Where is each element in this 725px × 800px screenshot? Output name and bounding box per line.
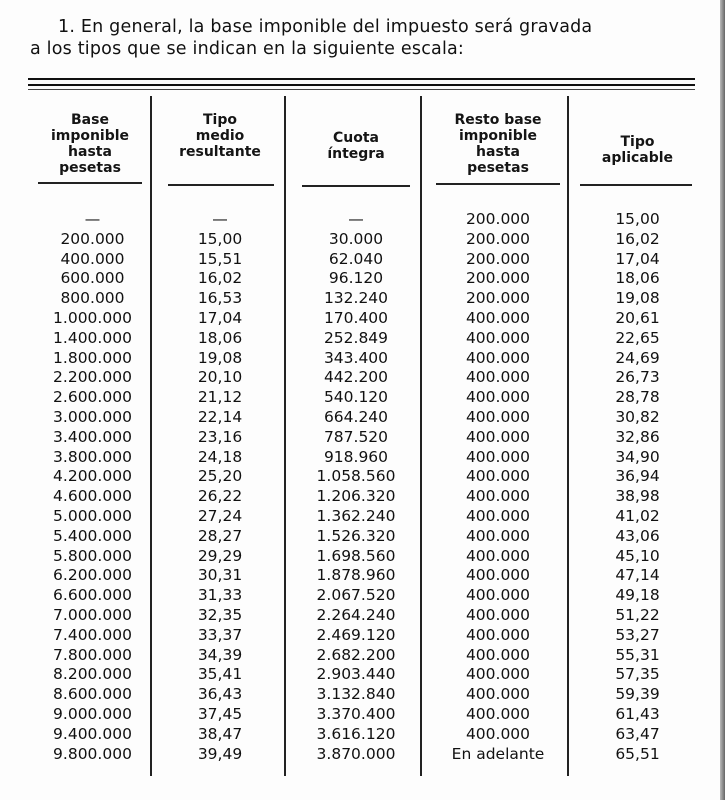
table-row [0, 230, 700, 250]
cell-resto-base: 200.000 [465, 249, 531, 268]
table-row [0, 309, 700, 329]
cell-resto-base: 400.000 [465, 308, 531, 327]
cell-cuota-integra: 170.400 [323, 308, 389, 327]
cell-resto-base: En adelante [451, 744, 545, 763]
cell-tipo-aplicable: 38,98 [615, 487, 660, 506]
intro-line-2: a los tipos que se indican en la siguiente escala: [30, 39, 465, 59]
cell-tipo-aplicable: 61,43 [615, 704, 660, 723]
cell-tipo-medio: 38,47 [197, 724, 243, 743]
cell-base-imponible: 5.800.000 [53, 546, 132, 565]
cell-tipo-medio: 19,08 [197, 348, 243, 367]
cell-cuota-integra: 62.040 [328, 249, 384, 268]
header-line: Cuota [333, 130, 379, 146]
table-row [0, 566, 700, 586]
table-top-rule [28, 78, 695, 80]
cell-tipo-medio: 16,53 [197, 289, 243, 308]
header-underline [302, 185, 410, 187]
cell-tipo-aplicable: 57,35 [615, 665, 660, 684]
table-row [0, 408, 700, 428]
table-row [0, 507, 700, 527]
cell-base-imponible: 8.600.000 [53, 685, 132, 704]
header-line: pesetas [467, 160, 529, 176]
cell-base-imponible: 7.800.000 [53, 645, 132, 664]
cell-cuota-integra: 3.616.120 [316, 724, 396, 743]
cell-resto-base: 400.000 [465, 388, 531, 407]
cell-tipo-aplicable: 32,86 [615, 427, 660, 446]
cell-base-imponible: 9.400.000 [53, 724, 132, 743]
cell-resto-base: 400.000 [465, 685, 531, 704]
page-edge [720, 0, 725, 800]
cell-resto-base: 400.000 [465, 724, 531, 743]
cell-base-imponible: 5.400.000 [53, 526, 132, 545]
cell-resto-base: 200.000 [465, 289, 531, 308]
cell-cuota-integra: 96.120 [328, 269, 384, 288]
cell-cuota-integra: 1.058.560 [316, 467, 396, 486]
header-base-imponible [30, 112, 150, 176]
cell-base-imponible: 1.800.000 [53, 348, 132, 367]
cell-base-imponible: 3.400.000 [53, 427, 132, 446]
table-row [0, 685, 700, 705]
cell-resto-base: 200.000 [465, 210, 531, 228]
header-tipo-medio [160, 112, 280, 160]
header-line: pesetas [59, 160, 121, 176]
cell-cuota-integra: 2.067.520 [316, 586, 396, 605]
cell-tipo-medio: 17,04 [197, 308, 243, 327]
table-row [0, 665, 700, 685]
cell-tipo-medio: 33,37 [197, 625, 243, 644]
header-line: Tipo [620, 134, 655, 150]
table-row [0, 606, 700, 626]
header-line: aplicable [601, 150, 674, 166]
cell-cuota-integra: 3.870.000 [316, 744, 396, 763]
cell-tipo-aplicable: 18,06 [615, 269, 660, 288]
cell-tipo-medio: 39,49 [197, 744, 243, 763]
cell-resto-base: 400.000 [465, 645, 531, 664]
cell-tipo-medio: 30,31 [197, 566, 243, 585]
cell-resto-base: 200.000 [465, 269, 531, 288]
cell-base-imponible: 8.200.000 [53, 665, 132, 684]
cell-base-imponible: 7.000.000 [53, 605, 132, 624]
cell-base-imponible: 3.000.000 [53, 407, 132, 426]
cell-tipo-aplicable: 34,90 [615, 447, 660, 466]
table-row [0, 448, 700, 468]
cell-tipo-aplicable: 16,02 [615, 229, 660, 248]
cell-cuota-integra: 343.400 [323, 348, 389, 367]
header-line: imponible [458, 128, 538, 144]
cell-tipo-aplicable: 22,65 [615, 328, 660, 347]
cell-tipo-medio: 29,29 [197, 546, 243, 565]
cell-tipo-medio: 16,02 [197, 269, 243, 288]
cell-cuota-integra: 540.120 [323, 388, 389, 407]
table-row [0, 725, 700, 745]
table-row [0, 388, 700, 408]
table-row [0, 626, 700, 646]
cell-resto-base: 400.000 [465, 467, 531, 486]
cell-tipo-medio: 25,20 [197, 467, 243, 486]
cell-base-imponible: 9.800.000 [53, 744, 132, 763]
cell-tipo-medio: 31,33 [197, 586, 243, 605]
cell-tipo-medio: 28,27 [197, 526, 243, 545]
header-underline [168, 184, 274, 186]
table-row [0, 646, 700, 666]
cell-tipo-aplicable: 53,27 [615, 625, 660, 644]
cell-tipo-medio: — [212, 210, 228, 228]
header-line: medio [195, 128, 245, 144]
table-row [0, 527, 700, 547]
cell-resto-base: 400.000 [465, 487, 531, 506]
table-row [0, 547, 700, 567]
header-line: resultante [179, 144, 261, 160]
table-top-rule [28, 84, 695, 86]
cell-tipo-aplicable: 43,06 [615, 526, 660, 545]
cell-cuota-integra: 1.362.240 [316, 506, 396, 525]
table-row [0, 329, 700, 349]
cell-tipo-medio: 27,24 [197, 506, 243, 525]
cell-cuota-integra: 1.698.560 [316, 546, 396, 565]
tax-scale-table [0, 210, 700, 764]
cell-cuota-integra: 787.520 [323, 427, 389, 446]
cell-resto-base: 400.000 [465, 586, 531, 605]
cell-resto-base: 400.000 [465, 427, 531, 446]
cell-base-imponible: 4.600.000 [53, 487, 132, 506]
cell-tipo-aplicable: 49,18 [615, 586, 660, 605]
cell-base-imponible: 800.000 [60, 289, 125, 308]
table-row [0, 586, 700, 606]
cell-resto-base: 400.000 [465, 328, 531, 347]
cell-tipo-aplicable: 17,04 [615, 249, 660, 268]
cell-base-imponible: 5.000.000 [53, 506, 132, 525]
cell-resto-base: 400.000 [465, 407, 531, 426]
cell-cuota-integra: 2.903.440 [316, 665, 396, 684]
cell-cuota-integra: 2.469.120 [316, 625, 396, 644]
cell-resto-base: 400.000 [465, 704, 531, 723]
table-row [0, 705, 700, 725]
cell-cuota-integra: 1.526.320 [316, 526, 396, 545]
table-row [0, 428, 700, 448]
header-underline [580, 184, 692, 186]
cell-tipo-medio: 20,10 [197, 368, 243, 387]
table-row [0, 487, 700, 507]
cell-resto-base: 400.000 [465, 526, 531, 545]
cell-tipo-aplicable: 55,31 [615, 645, 660, 664]
cell-base-imponible: 2.600.000 [53, 388, 132, 407]
cell-resto-base: 400.000 [465, 506, 531, 525]
cell-resto-base: 400.000 [465, 566, 531, 585]
cell-tipo-aplicable: 15,00 [615, 210, 660, 228]
cell-tipo-medio: 21,12 [197, 388, 243, 407]
cell-base-imponible: 1.000.000 [53, 308, 132, 327]
header-tipo-aplicable [575, 134, 700, 166]
cell-resto-base: 400.000 [465, 546, 531, 565]
cell-resto-base: 200.000 [465, 229, 531, 248]
cell-tipo-aplicable: 28,78 [615, 388, 660, 407]
cell-resto-base: 400.000 [465, 625, 531, 644]
cell-cuota-integra: 918.960 [323, 447, 389, 466]
cell-tipo-aplicable: 20,61 [615, 308, 660, 327]
cell-cuota-integra: 2.682.200 [316, 645, 396, 664]
header-underline [436, 183, 560, 185]
cell-tipo-aplicable: 30,82 [615, 407, 660, 426]
cell-tipo-aplicable: 45,10 [615, 546, 660, 565]
cell-base-imponible: 9.000.000 [53, 704, 132, 723]
cell-tipo-medio: 37,45 [197, 704, 243, 723]
cell-tipo-aplicable: 19,08 [615, 289, 660, 308]
cell-base-imponible: 4.200.000 [53, 467, 132, 486]
cell-cuota-integra: — [348, 210, 364, 228]
cell-base-imponible: 1.400.000 [53, 328, 132, 347]
cell-base-imponible: 2.200.000 [53, 368, 132, 387]
cell-tipo-medio: 36,43 [197, 685, 243, 704]
cell-tipo-medio: 32,35 [197, 605, 243, 624]
header-underline [38, 182, 142, 184]
cell-tipo-medio: 26,22 [197, 487, 243, 506]
cell-tipo-medio: 18,06 [197, 328, 243, 347]
cell-base-imponible: 3.800.000 [53, 447, 132, 466]
header-line: hasta [476, 144, 520, 160]
cell-tipo-medio: 34,39 [197, 645, 243, 664]
table-row [0, 467, 700, 487]
header-line: Base [71, 112, 109, 128]
cell-resto-base: 400.000 [465, 368, 531, 387]
header-line: íntegra [327, 146, 385, 162]
cell-tipo-aplicable: 51,22 [615, 605, 660, 624]
cell-base-imponible: 6.600.000 [53, 586, 132, 605]
cell-tipo-medio: 15,00 [197, 229, 243, 248]
cell-cuota-integra: 30.000 [328, 229, 384, 248]
cell-base-imponible: — [84, 210, 101, 228]
cell-cuota-integra: 132.240 [323, 289, 389, 308]
header-resto-base [428, 112, 568, 176]
cell-resto-base: 400.000 [465, 447, 531, 466]
cell-tipo-aplicable: 24,69 [615, 348, 660, 367]
cell-cuota-integra: 3.370.400 [316, 704, 396, 723]
header-line: hasta [68, 144, 112, 160]
cell-tipo-aplicable: 26,73 [615, 368, 660, 387]
cell-resto-base: 400.000 [465, 665, 531, 684]
table-row [0, 349, 700, 369]
table-row [0, 269, 700, 289]
table-row [0, 368, 700, 388]
cell-resto-base: 400.000 [465, 605, 531, 624]
header-line: Tipo [203, 112, 237, 128]
table-row [0, 210, 700, 230]
cell-tipo-aplicable: 63,47 [615, 724, 660, 743]
cell-cuota-integra: 664.240 [323, 407, 389, 426]
cell-tipo-aplicable: 65,51 [615, 744, 660, 763]
intro-paragraph [30, 16, 695, 60]
table-top-rule [28, 89, 695, 90]
cell-base-imponible: 7.400.000 [53, 625, 132, 644]
header-cuota-integra [292, 130, 420, 162]
cell-tipo-medio: 23,16 [197, 427, 243, 446]
cell-base-imponible: 400.000 [60, 249, 125, 268]
cell-tipo-aplicable: 36,94 [615, 467, 660, 486]
cell-tipo-medio: 15,51 [197, 249, 243, 268]
cell-cuota-integra: 442.200 [323, 368, 389, 387]
cell-base-imponible: 600.000 [60, 269, 125, 288]
cell-tipo-medio: 24,18 [197, 447, 243, 466]
header-line: imponible [50, 128, 130, 144]
table-row [0, 745, 700, 765]
cell-resto-base: 400.000 [465, 348, 531, 367]
cell-tipo-medio: 35,41 [197, 665, 243, 684]
header-line: Resto base [454, 112, 542, 128]
cell-tipo-aplicable: 47,14 [615, 566, 660, 585]
cell-tipo-medio: 22,14 [197, 407, 243, 426]
cell-tipo-aplicable: 41,02 [615, 506, 660, 525]
intro-line-1: 1. En general, la base imponible del impuesto será gravada [58, 17, 593, 37]
cell-base-imponible: 200.000 [60, 229, 125, 248]
cell-cuota-integra: 3.132.840 [316, 685, 396, 704]
cell-cuota-integra: 2.264.240 [316, 605, 396, 624]
cell-base-imponible: 6.200.000 [53, 566, 132, 585]
cell-cuota-integra: 1.206.320 [316, 487, 396, 506]
cell-cuota-integra: 252.849 [323, 328, 389, 347]
table-row [0, 250, 700, 270]
table-row [0, 289, 700, 309]
cell-cuota-integra: 1.878.960 [316, 566, 396, 585]
cell-tipo-aplicable: 59,39 [615, 685, 660, 704]
